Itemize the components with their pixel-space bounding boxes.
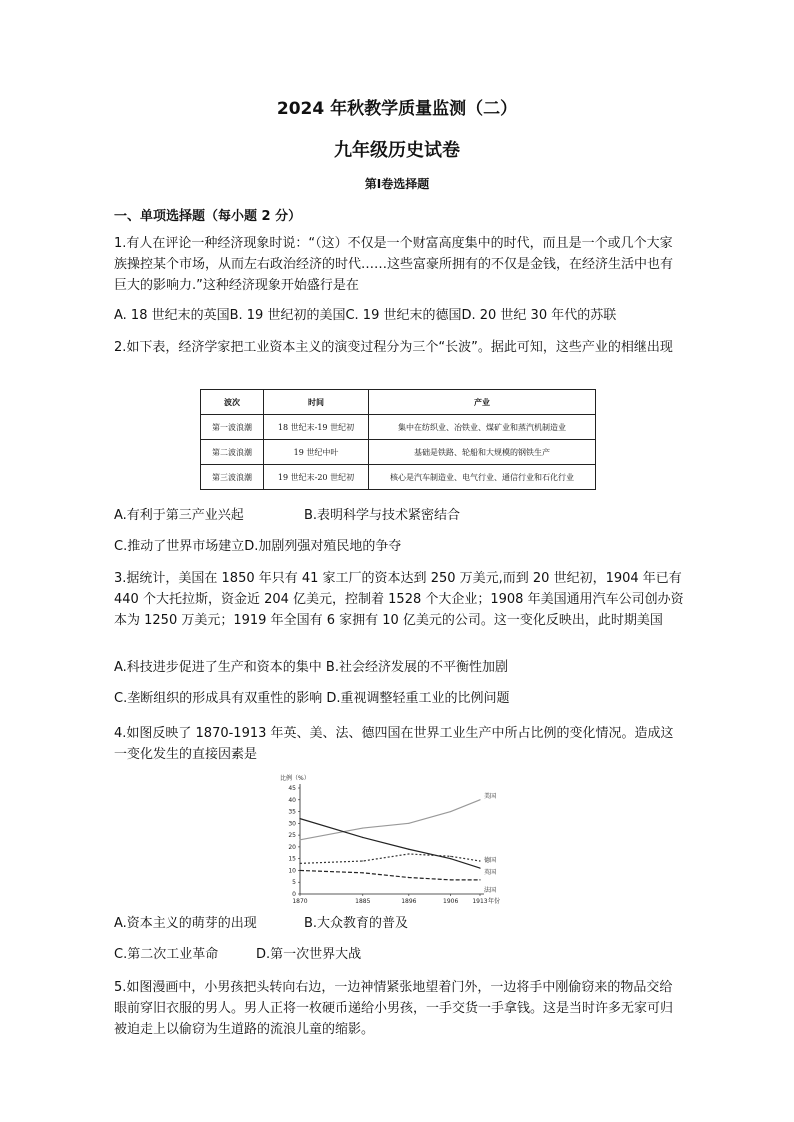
table-row <box>201 465 596 490</box>
data-point <box>362 872 363 873</box>
y-tick-label: 40 <box>288 796 296 804</box>
table-cell: 19 世纪中叶 <box>264 440 369 465</box>
y-tick-label: 0 <box>292 891 296 898</box>
data-point <box>479 799 480 800</box>
series-line <box>300 870 480 879</box>
data-point <box>408 849 409 850</box>
part-title: 第Ⅰ卷选择题 <box>364 177 430 191</box>
y-tick-label: 45 <box>288 785 296 792</box>
data-point <box>299 839 300 840</box>
table-header-cell: 产业 <box>369 390 596 415</box>
x-axis-label: 年份 <box>488 898 501 905</box>
table-header-cell: 波次 <box>201 390 264 415</box>
data-point <box>362 827 363 828</box>
data-point <box>408 853 409 854</box>
q3-stem: 3.据统计，美国在 1850 年只有 41 家工厂的资本达到 250 万美元,而到 20 世纪初，1904 年已有 440 个大托拉斯，资金近 204 亿美元，控制着 1528 个大企业；1908 年美国通用汽车公司创办资本为 1250 万美元；1919 年全国有 6 家拥有 10 亿美元的公司。这一变化反映出，此时期美国 <box>114 571 684 628</box>
exam-subtitle: 九年级历史试卷 <box>334 140 460 161</box>
y-tick-label: 10 <box>288 867 296 875</box>
q4-option-c: C.第二次工业革命 <box>114 947 219 962</box>
q4-options-ab <box>114 915 408 933</box>
x-tick-label: 1896 <box>401 898 417 905</box>
table-cell: 集中在纺织业、冶铁业、煤矿业和蒸汽机制造业 <box>369 415 596 440</box>
table-row <box>201 440 596 465</box>
data-point <box>299 870 300 871</box>
x-tick-label: 1885 <box>355 898 371 905</box>
x-tick-label: 1870 <box>292 898 308 905</box>
q4-option-d: D.第一次世界大战 <box>256 947 362 962</box>
series-line <box>300 854 480 863</box>
table-cell: 19 世纪末-20 世纪初 <box>264 465 369 490</box>
y-tick-label: 25 <box>288 832 296 840</box>
data-point <box>299 863 300 864</box>
q4-option-a: A.资本主义的萌芽的出现 <box>114 916 257 931</box>
table-cell: 第三波浪潮 <box>201 465 264 490</box>
data-point <box>479 860 480 861</box>
q4-option-b: B.大众教育的普及 <box>304 916 409 931</box>
table-header-row <box>201 390 596 415</box>
series-label: 美国 <box>484 792 497 800</box>
data-point <box>479 879 480 880</box>
data-point <box>408 877 409 878</box>
table-header-cell: 时间 <box>264 390 369 415</box>
q2-options-cd: C.推动了世界市场建立D.加剧列强对殖民地的争夺 <box>114 539 402 554</box>
q1-stem-tail: 这种经济现象开始盛行是在 <box>202 278 359 293</box>
table-row <box>201 415 596 440</box>
y-axis-label: 比例（%） <box>280 775 310 782</box>
series-label: 英国 <box>484 869 497 877</box>
q5-stem: 5.如图漫画中，小男孩把头转向右边，一边神情紧张地望着门外，一边将手中刚偷窃来的物品交给眼前穿旧衣服的男人。男人正将一枚硬币递给小男孩，一手交货一手拿钱。这是当时许多无家可归被迫走上以偷窃为生道路的流浪儿童的缩影。 <box>114 980 674 1037</box>
q1-stem-text: 1.有人在评论一种经济现象时说：“（这）不仅是一个财富高度集中的时代，而且是一个或几个大家族操控某个市场，从而左右政治经济的时代……这些富豪所拥有的不仅是金钱，在经济生活中也有巨大的影响力.” <box>114 236 674 293</box>
q2-table <box>200 389 596 490</box>
data-point <box>450 858 451 859</box>
data-point <box>362 860 363 861</box>
q2-options-ab <box>114 507 460 525</box>
q3-options-cd: C.垄断组织的形成具有双重性的影响 D.重视调整轻重工业的比例问题 <box>114 691 510 706</box>
table-cell: 第二波浪潮 <box>201 440 264 465</box>
x-tick-label: 1906 <box>443 898 459 905</box>
series-label: 法国 <box>484 886 497 894</box>
data-point <box>450 856 451 857</box>
section-heading: 一、单项选择题（每小题 2 分） <box>114 209 302 224</box>
q2-option-a: A.有利于第三产业兴起 <box>114 508 244 523</box>
series-label: 德国 <box>484 857 497 865</box>
industrial-share-line-chart <box>268 770 508 905</box>
series-line <box>300 800 480 840</box>
y-tick-label: 20 <box>288 843 296 851</box>
q4-options-cd <box>114 946 361 964</box>
data-point <box>408 823 409 824</box>
q1-stem <box>114 233 684 296</box>
data-point <box>450 811 451 812</box>
table-cell: 核心是汽车制造业、电气行业、通信行业和石化行业 <box>369 465 596 490</box>
q4-stem: 4.如图反映了 1870-1913 年英、美、法、德四国在世界工业生产中所占比例的变化情况。造成这一变化发生的直接因素是 <box>114 726 674 762</box>
data-point <box>299 818 300 819</box>
y-tick-label: 30 <box>288 820 296 828</box>
q2-option-b: B.表明科学与技术紧密结合 <box>304 508 461 523</box>
q3-options-ab: A.科技进步促进了生产和资本的集中 B.社会经济发展的不平衡性加剧 <box>114 660 508 675</box>
y-tick-label: 35 <box>288 808 296 816</box>
x-tick-label: 1913 <box>472 898 488 905</box>
table-cell: 第一波浪潮 <box>201 415 264 440</box>
y-tick-label: 5 <box>292 879 296 887</box>
data-point <box>450 879 451 880</box>
table-cell: 18 世纪末-19 世纪初 <box>264 415 369 440</box>
series-line <box>300 819 480 868</box>
data-point <box>362 837 363 838</box>
y-tick-label: 15 <box>288 855 296 863</box>
data-point <box>479 867 480 868</box>
q1-options: A. 18 世纪末的英国B. 19 世纪初的美国C. 19 世纪末的德国D. 20 世纪 30 年代的苏联 <box>114 308 617 323</box>
q2-stem: 2.如下表，经济学家把工业资本主义的演变过程分为三个“长波”。据此可知，这些产业的相继出现 <box>114 340 673 355</box>
exam-title: 2024 年秋教学质量监测（二） <box>276 99 518 119</box>
table-cell: 基础是铁路、轮船和大规模的钢铁生产 <box>369 440 596 465</box>
